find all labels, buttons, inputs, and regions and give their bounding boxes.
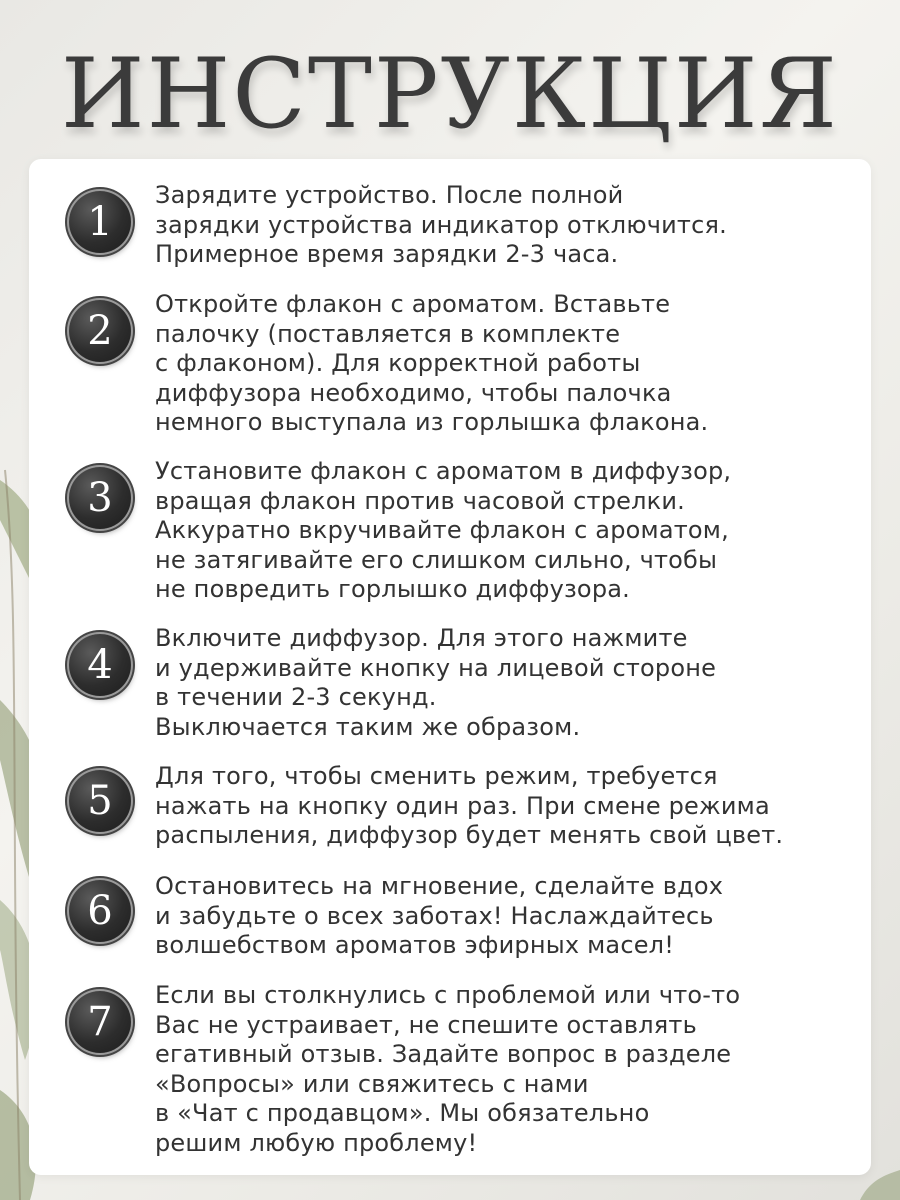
step-text: Установите флакон с ароматом в диффузор, вращая флакон против часовой стрелки. Аккуратно вкручивайте флакон с ароматом, не затягивайте его слишком сильно, чтобы не повредить горлышко диффузора.	[155, 457, 732, 603]
step-number-badge: 5	[69, 770, 131, 832]
step-text: Для того, чтобы сменить режим, требуется нажать на кнопку один раз. При смене режима распыления, диффузор будет менять свой цвет.	[155, 762, 784, 849]
step-number-badge: 4	[69, 634, 131, 696]
step-text: Зарядите устройство. После полной зарядки устройства индикатор отключится. Примерное время зарядки 2-3 часа.	[155, 181, 727, 268]
step-text: Включите диффузор. Для этого нажмите и удерживайте кнопку на лицевой стороне в течении 2-3 секунд. Выключается таким же образом.	[155, 624, 717, 741]
step-number-badge: 6	[69, 880, 131, 942]
step-number-badge: 3	[69, 467, 131, 529]
step-text: Остановитесь на мгновение, сделайте вдох и забудьте о всех заботах! Наслаждайтесь волшебством ароматов эфирных масел!	[155, 872, 724, 959]
step-number-badge: 7	[69, 991, 131, 1053]
page-title: ИНСТРУКЦИЯ	[60, 38, 840, 150]
step-number-badge: 2	[69, 300, 131, 362]
step-number-badge: 1	[69, 191, 131, 253]
step-text: Откройте флакон с ароматом. Вставьте палочку (поставляется в комплекте с флаконом). Для корректной работы диффузора необходимо, чтобы палочка немного выступала из горлышка флакона.	[155, 290, 709, 436]
step-text: Если вы столкнулись с проблемой или что-то Вас не устраивает, не спешите оставлять егативный отзыв. Задайте вопрос в разделе «Вопросы» или свяжитесь с нами в «Чат с продавцом». Мы обязательно решим любую проблему!	[155, 981, 741, 1157]
instruction-card	[29, 159, 871, 1175]
